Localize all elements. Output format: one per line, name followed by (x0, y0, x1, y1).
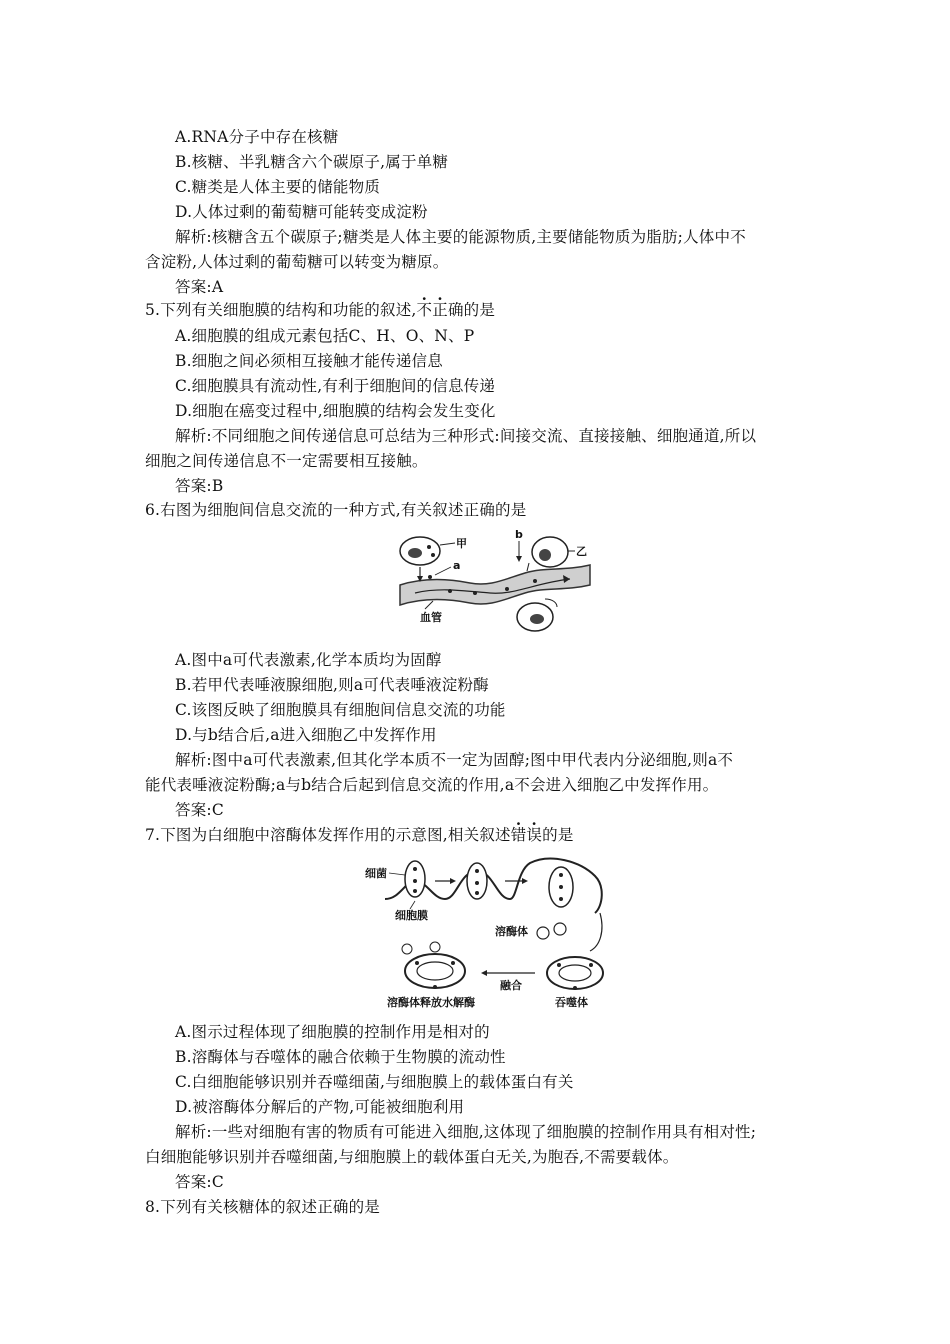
q5-option-d: D.细胞在癌变过程中,细胞膜的结构会发生变化 (175, 402, 496, 420)
signal-molecule-dot (427, 545, 431, 549)
label-b: b (515, 528, 523, 541)
molecule-dot (533, 579, 537, 583)
label-bacteria: 细菌 (365, 867, 387, 880)
label-leader-membrane (410, 901, 415, 909)
q4-option-b: B.核糖、半乳糖含六个碳原子,属于单糖 (175, 153, 449, 171)
q7-analysis-line-2: 白细胞能够识别并吞噬细菌,与细胞膜上的载体蛋白无关,为胞吞,不需要载体。 (145, 1148, 679, 1166)
cell-jia-nucleus (408, 548, 422, 558)
label-lysosome: 溶酶体 (495, 925, 528, 938)
dot (559, 885, 563, 889)
q4-answer: 答案:A (175, 278, 224, 296)
q7-option-d: D.被溶酶体分解后的产物,可能被细胞利用 (175, 1098, 465, 1116)
dot (451, 961, 455, 965)
receptor-arrowhead (516, 556, 522, 562)
label-a: a (453, 559, 461, 572)
q4-option-d: D.人体过剩的葡萄糖可能转变成淀粉 (175, 203, 428, 221)
receptor-arrow (527, 563, 529, 571)
dot (413, 889, 417, 893)
label-release: 溶酶体释放水解酶 (387, 996, 475, 1009)
molecule-dot (473, 591, 477, 595)
lysosome (537, 927, 549, 939)
q6-option-b: B.若甲代表唾液腺细胞,则a可代表唾液淀粉酶 (175, 676, 489, 694)
q5-analysis-line-1: 解析:不同细胞之间传递信息可总结为三种形式:间接交流、直接接触、细胞通道,所以 (175, 427, 757, 445)
fusion-arrowhead (481, 970, 487, 976)
q7-analysis-line-1: 解析:一些对细胞有害的物质有可能进入细胞,这体现了细胞膜的控制作用具有相对性; (175, 1123, 757, 1141)
q6-analysis-line-1: 解析:图中a可代表激素,但其化学本质不一定为固醇;图中甲代表内分泌细胞,则a不 (175, 751, 734, 769)
dot (415, 961, 419, 965)
label-leader-jia (440, 543, 455, 545)
dot (433, 985, 437, 989)
q5-stem (145, 299, 495, 321)
q6-option-c: C.该图反映了细胞膜具有细胞间信息交流的功能 (175, 701, 506, 719)
target-cell-nucleus (530, 614, 544, 624)
dot (573, 986, 577, 990)
dot (559, 897, 563, 901)
lysosome-figure (365, 851, 625, 1011)
stage-arrowhead (450, 878, 456, 884)
dot (559, 873, 563, 877)
q7-emphasis-char-2: 误 (526, 826, 543, 844)
signal-molecule-a (428, 575, 432, 579)
phagosome-inner (559, 965, 591, 981)
blood-vessel (400, 565, 590, 605)
dot (475, 881, 479, 885)
q7-answer: 答案:C (175, 1173, 224, 1191)
q7-stem-tail: 的是 (542, 826, 574, 844)
signal-molecule-dot (431, 553, 435, 557)
q7-option-b: B.溶酶体与吞噬体的融合依赖于生物膜的流动性 (175, 1048, 506, 1066)
dot (413, 867, 417, 871)
q6-analysis-line-2: 能代表唾液淀粉酶;a与b结合后起到信息交流的作用,a不会进入细胞乙中发挥作用。 (145, 776, 719, 794)
label-membrane: 细胞膜 (395, 909, 428, 922)
q7-option-a: A.图示过程体现了细胞膜的控制作用是相对的 (175, 1023, 490, 1041)
q6-option-d: D.与b结合后,a进入细胞乙中发挥作用 (175, 726, 437, 744)
q5-option-b: B.细胞之间必须相互接触才能传递信息 (175, 352, 443, 370)
molecule-dot (448, 589, 452, 593)
label-jia: 甲 (456, 537, 467, 550)
label-leader-bacteria (389, 873, 405, 875)
dot (557, 963, 561, 967)
q4-analysis-line-2: 含淀粉,人体过剩的葡萄糖可以转变为糖原。 (145, 253, 449, 271)
q5-emphasis-char-1: 不 (416, 301, 433, 319)
q5-analysis-line-2: 细胞之间传递信息不一定需要相互接触。 (145, 452, 428, 470)
stage-arrow-down (590, 913, 602, 951)
enzyme-vesicle (430, 942, 440, 952)
cell-signaling-figure (395, 527, 595, 637)
dot (475, 869, 479, 873)
label-yi: 乙 (576, 545, 587, 558)
q6-answer: 答案:C (175, 801, 224, 819)
q5-answer: 答案:B (175, 477, 224, 495)
q5-option-c: C.细胞膜具有流动性,有利于细胞间的信息传递 (175, 377, 496, 395)
q7-option-c: C.白细胞能够识别并吞噬细菌,与细胞膜上的载体蛋白有关 (175, 1073, 574, 1091)
label-phagosome: 吞噬体 (555, 996, 588, 1009)
q6-stem: 6.右图为细胞间信息交流的一种方式,有关叙述正确的是 (145, 501, 527, 519)
label-leader-a (435, 567, 451, 575)
q4-option-c: C.糖类是人体主要的储能物质 (175, 178, 381, 196)
enzyme-vesicle (402, 944, 412, 954)
lysosome (554, 923, 566, 935)
q8-stem: 8.下列有关核糖体的叙述正确的是 (145, 1198, 380, 1216)
molecule-dot (505, 587, 509, 591)
q7-stem-text: 7.下图为白细胞中溶酶体发挥作用的示意图,相关叙述 (145, 826, 511, 844)
residual-body-inner (417, 962, 453, 980)
q5-stem-text: 5.下列有关细胞膜的结构和功能的叙述, (145, 301, 417, 319)
q5-stem-tail: 确的是 (447, 301, 496, 319)
q4-analysis-line-1: 解析:核糖含五个碳原子;糖类是人体主要的能源物质,主要储能物质为脂肪;人体中不 (175, 228, 746, 246)
label-leader-vessel (425, 601, 433, 609)
label-vessel: 血管 (420, 611, 442, 624)
cell-yi-nucleus (539, 549, 551, 561)
dot (589, 963, 593, 967)
dot (475, 891, 479, 895)
q7-emphasis-char-1: 错 (510, 826, 527, 844)
q5-emphasis-char-2: 正 (432, 301, 448, 319)
q6-option-a: A.图中a可代表激素,化学本质均为固醇 (175, 651, 442, 669)
stage-arrowhead (522, 878, 528, 884)
q5-option-a: A.细胞膜的组成元素包括C、H、O、N、P (175, 327, 475, 345)
q4-option-a: A.RNA分子中存在核糖 (175, 128, 339, 146)
label-fusion: 融合 (500, 979, 522, 992)
dot (413, 879, 417, 883)
q7-stem (145, 824, 574, 846)
